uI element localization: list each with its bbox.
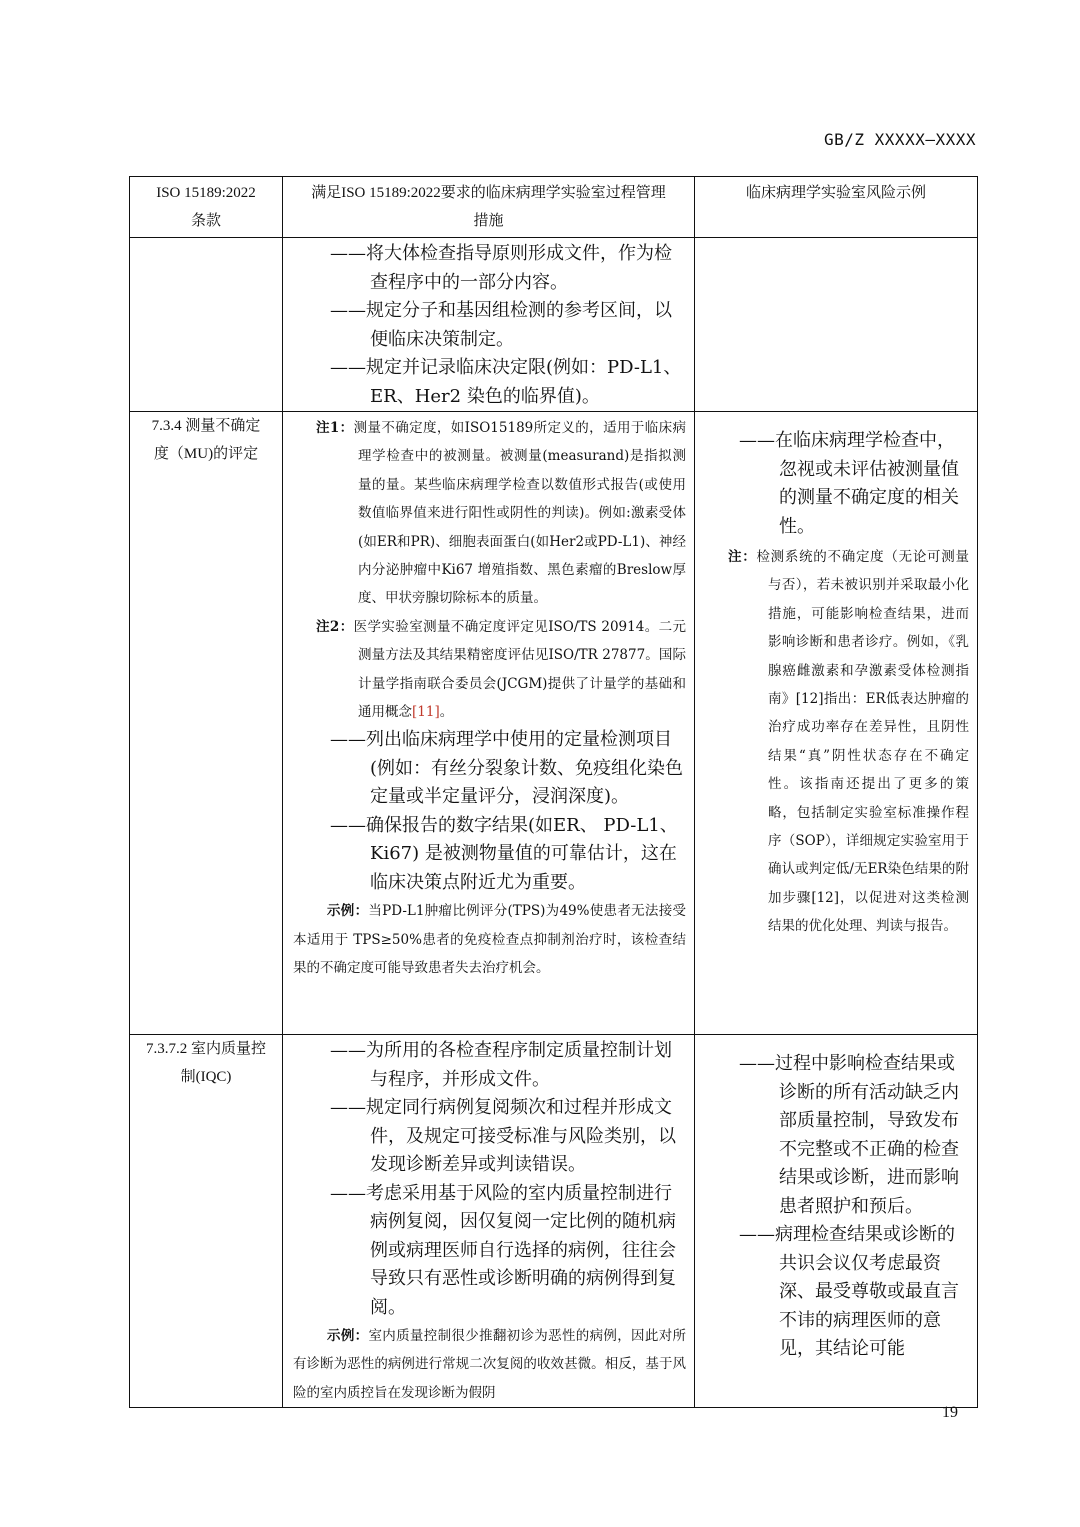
risks-cell <box>695 412 978 1035</box>
clause-line2: 制(IQC) <box>180 1069 232 1085</box>
example-label: 示例： <box>327 903 369 920</box>
measures-cell <box>283 412 695 1035</box>
clause-cell <box>130 1035 283 1408</box>
measure-item: ——规定分子和基因组检测的参考区间，以便临床决策制定。 <box>330 300 672 350</box>
measure-item: ——列出临床病理学中使用的定量检测项目(例如：有丝分裂象计数、免疫组化染色定量或半定量评分，浸润深度)。 <box>330 729 684 808</box>
example-text: 示例：当PD-L1肿瘤比例评分(TPS)为49%使患者无法接受本适用于 TPS≥50%患者的免疫检查点抑制剂治疗时，该检查结果的不确定度可能导致患者失去治疗机会。 <box>293 903 687 977</box>
page-number: 19 <box>942 1404 958 1421</box>
measure-item: ——为所用的各检查程序制定质量控制计划与程序，并形成文件。 <box>330 1040 672 1090</box>
note-2: 注2：医学实验室测量不确定度评定见ISO/TS 20914。二元测量方法及其结果精密度评估见ISO/TR 27877。国际计量学指南联合委员会(JCGM)提供了计量学的基础和通用概念[11]。 <box>316 618 687 721</box>
clause-line1: 7.3.4 测量不确定 <box>151 418 261 434</box>
table-header-row <box>130 177 978 238</box>
clause-line1: 7.3.7.2 室内质量控 <box>145 1041 266 1057</box>
note-label: 注2： <box>316 618 354 635</box>
header-clause <box>130 177 283 238</box>
header-clause-line1: ISO 15189:2022 <box>156 185 256 201</box>
note-label: 注： <box>728 549 757 565</box>
measure-item: ——确保报告的数字结果(如ER、 PD-L1、Ki67) 是被测物量值的可靠估计，这在临床决策点附近尤为重要。 <box>330 814 678 893</box>
measures-cell <box>283 1035 695 1408</box>
table-row <box>130 1035 978 1408</box>
note-1: 注1：测量不确定度，如ISO15189所定义的，适用于临床病理学检查中的被测量。被测量(measurand)是指拟测量的量。某些临床病理学检查以数值形式报告(或使用数值临界值来进行阳性或阴性的判读)。例如:激素受体(如ER和PR)、细胞表面蛋白(如Her2或PD-L1)、神经内分泌肿瘤中Ki67 增殖指数、黑色素瘤的Breslow厚度、甲状旁腺切除标本的质量。 <box>316 420 686 607</box>
clause-cell <box>130 412 283 1035</box>
risk-item: ——在临床病理学检查中，忽视或未评估被测量值的测量不确定度的相关性。 <box>739 430 959 537</box>
measure-item: ——规定并记录临床决定限(例如：PD-L1、ER、Her2 染色的临界值)。 <box>330 357 682 407</box>
clause-line2: 度（MU)的评定 <box>153 446 259 462</box>
header-measures-line1: 满足ISO 15189:2022要求的临床病理学实验室过程管理 <box>311 185 666 201</box>
header-measures <box>283 177 695 238</box>
reference-link[interactable]: [11] <box>412 704 440 721</box>
header-risks-text: 临床病理学实验室风险示例 <box>745 185 926 201</box>
clause-cell <box>130 238 283 412</box>
measure-item: ——考虑采用基于风险的室内质量控制进行病例复阅，因仅复阅一定比例的随机病例或病理医师自行选择的病例，往往会导致只有恶性或诊断明确的病例得到复阅。 <box>330 1182 676 1318</box>
example-label: 示例： <box>327 1328 369 1344</box>
risks-cell <box>695 238 978 412</box>
risk-item: ——病理检查结果或诊断的共识会议仅考虑最资深、最受尊敬或最直言不讳的病理医师的意见，其结论可能 <box>739 1224 959 1359</box>
note-label: 注1： <box>316 420 354 436</box>
process-management-table <box>129 176 978 1408</box>
measure-item: ——规定同行病例复阅频次和过程并形成文件，及规定可接受标准与风险类别，以发现诊断差异或判读错误。 <box>330 1097 676 1175</box>
risks-cell <box>695 1035 978 1408</box>
table-row <box>130 238 978 412</box>
risk-item: ——过程中影响检查结果或诊断的所有活动缺乏内部质量控制，导致发布不完整或不正确的检查结果或诊断，进而影响患者照护和预后。 <box>739 1053 959 1217</box>
header-clause-line2: 条款 <box>190 213 221 229</box>
table-row <box>130 412 978 1035</box>
document-code: GB/Z XXXXX—XXXX <box>824 130 976 149</box>
measures-cell <box>283 238 695 412</box>
header-measures-line2: 措施 <box>473 213 504 229</box>
example-text: 示例：室内质量控制很少推翻初诊为恶性的病例，因此对所有诊断为恶性的病例进行常规二次复阅的收效甚微。相反，基于风险的室内质控旨在发现诊断为假阴 <box>293 1328 687 1401</box>
measure-item: ——将大体检查指导原则形成文件，作为检查程序中的一部分内容。 <box>330 243 672 293</box>
header-risks <box>695 177 978 238</box>
risk-note: 注：检测系统的不确定度（无论可测量与否），若未被识别并采取最小化措施，可能影响检查结果，进而影响诊断和患者诊疗。例如，《乳腺癌雌激素和孕激素受体检测指南》[12]指出：ER低表达肿瘤的治疗成功率存在差异性，且阴性结果“真”阴性状态存在不确定性。该指南还提出了更多的策略，包括制定实验室标准操作程序（SOP），详细规定实验室用于确认或判定低/无ER染色结果的附加步骤[12]，以促进对这类检测结果的优化处理、判读与报告。 <box>728 549 969 935</box>
